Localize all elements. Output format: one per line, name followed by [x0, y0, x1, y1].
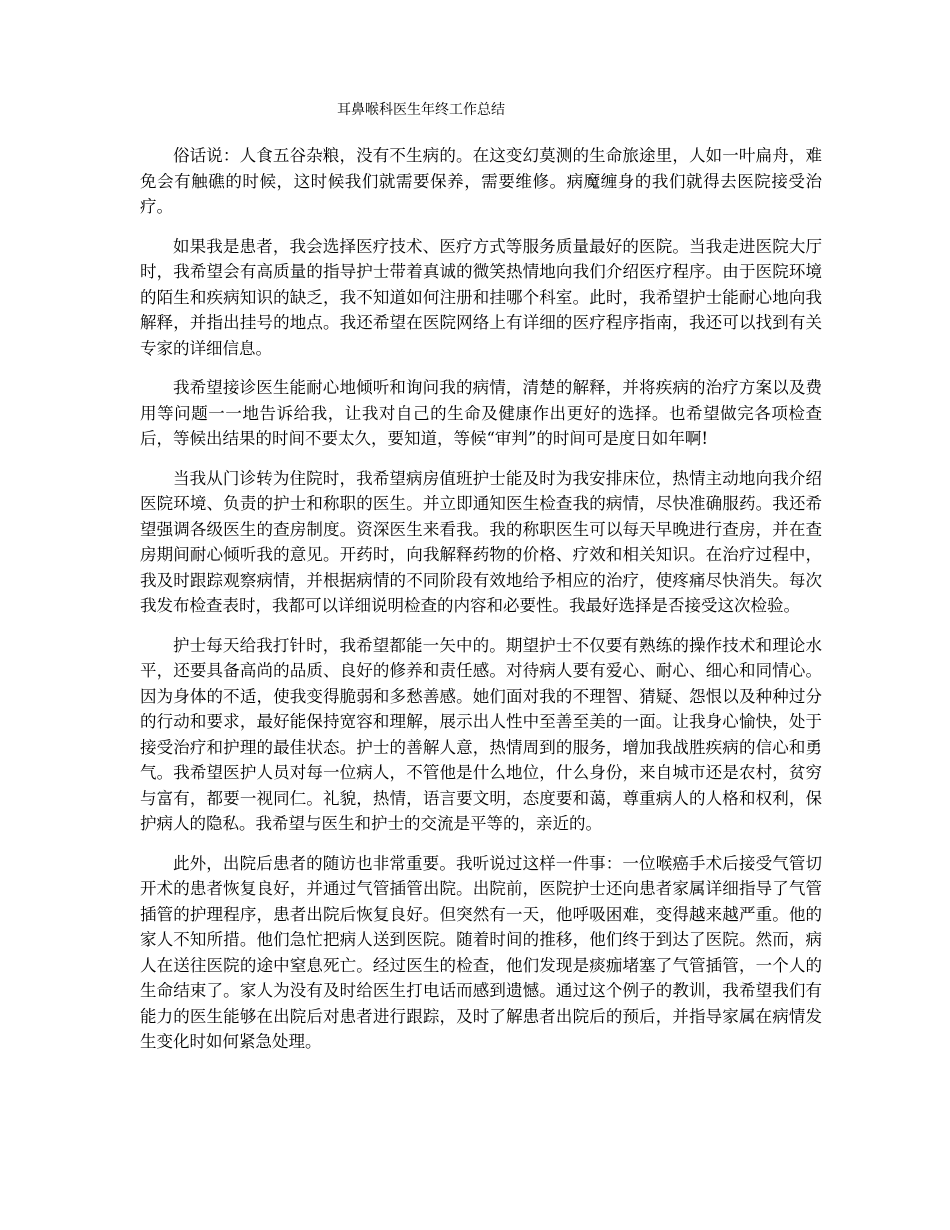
paragraph-1: 俗话说：人食五谷杂粮，没有不生病的。在这变幻莫测的生命旅途里，人如一叶扁舟，难免会有触礁的时候，这时候我们就需要保养，需要维修。病魔缠身的我们就得去医院接受治疗。: [140, 146, 822, 216]
paragraph-2: 如果我是患者，我会选择医疗技术、医疗方式等服务质量最好的医院。当我走进医院大厅时，我希望会有高质量的指导护士带着真诚的微笑热情地向我们介绍医疗程序。由于医院环境的陌生和疾病知识的缺乏，我不知道如何注册和挂哪个科室。此时，我希望护士能耐心地向我解释，并指出挂号的地点。我还希望在医院网络上有详细的医疗程序指南，我还可以找到有关专家的详细信息。: [140, 236, 822, 358]
document-title: 耳鼻喉科医生年终工作总结: [337, 102, 505, 118]
paragraph-6: 此外，出院后患者的随访也非常重要。我听说过这样一件事：一位喉癌手术后接受气管切开术的患者恢复良好，并通过气管插管出院。出院前，医院护士还向患者家属详细指导了气管插管的护理程序，患者出院后恢复良好。但突然有一天，他呼吸困难，变得越来越严重。他的家人不知所措。他们急忙把病人送到医院。随着时间的推移，他们终于到达了医院。然而，病人在送往医院的途中窒息死亡。经过医生的检查，他们发现是痰痂堵塞了气管插管，一个人的生命结束了。家人为没有及时给医生打电话而感到遗憾。通过这个例子的教训，我希望我们有能力的医生能够在出院后对患者进行跟踪，及时了解患者出院后的预后，并指导家属在病情发生变化时如何紧急处理。: [140, 853, 822, 1051]
paragraph-5: 护士每天给我打针时，我希望都能一矢中的。期望护士不仅要有熟练的操作技术和理论水平，还要具备高尚的品质、良好的修养和责任感。对待病人要有爱心、耐心、细心和同情心。因为身体的不适，使我变得脆弱和多愁善感。她们面对我的不理智、猜疑、怨恨以及种种过分的行动和要求，最好能保持宽容和理解，展示出人性中至善至美的一面。让我身心愉快，处于接受治疗和护理的最佳状态。护士的善解人意，热情周到的服务，增加我战胜疾病的信心和勇气。我希望医护人员对每一位病人，不管他是什么地位，什么身份，来自城市还是农村，贫穷与富有，都要一视同仁。礼貌，热情，语言要文明，态度要和蔼，尊重病人的人格和权利，保护病人的隐私。我希望与医生和护士的交流是平等的，亲近的。: [140, 635, 822, 833]
paragraph-4: 当我从门诊转为住院时，我希望病房值班护士能及时为我安排床位，热情主动地向我介绍医院环境、负责的护士和称职的医生。并立即通知医生检查我的病情，尽快准确服药。我还希望强调各级医生的查房制度。资深医生来看我。我的称职医生可以每天早晚进行查房，并在查房期间耐心倾听我的意见。开药时，向我解释药物的价格、疗效和相关知识。在治疗过程中，我及时跟踪观察病情，并根据病情的不同阶段有效地给予相应的治疗，使疼痛尽快消失。每次我发布检查表时，我都可以详细说明检查的内容和必要性。我最好选择是否接受这次检验。: [140, 468, 822, 615]
document-body: [140, 143, 822, 1069]
paragraph-3: 我希望接诊医生能耐心地倾听和询问我的病情，清楚的解释，并将疾病的治疗方案以及费用等问题一一地告诉给我，让我对自己的生命及健康作出更好的选择。也希望做完各项检查后，等候出结果的时间不要太久，要知道，等候“审判”的时间可是度日如年啊!: [140, 378, 822, 448]
